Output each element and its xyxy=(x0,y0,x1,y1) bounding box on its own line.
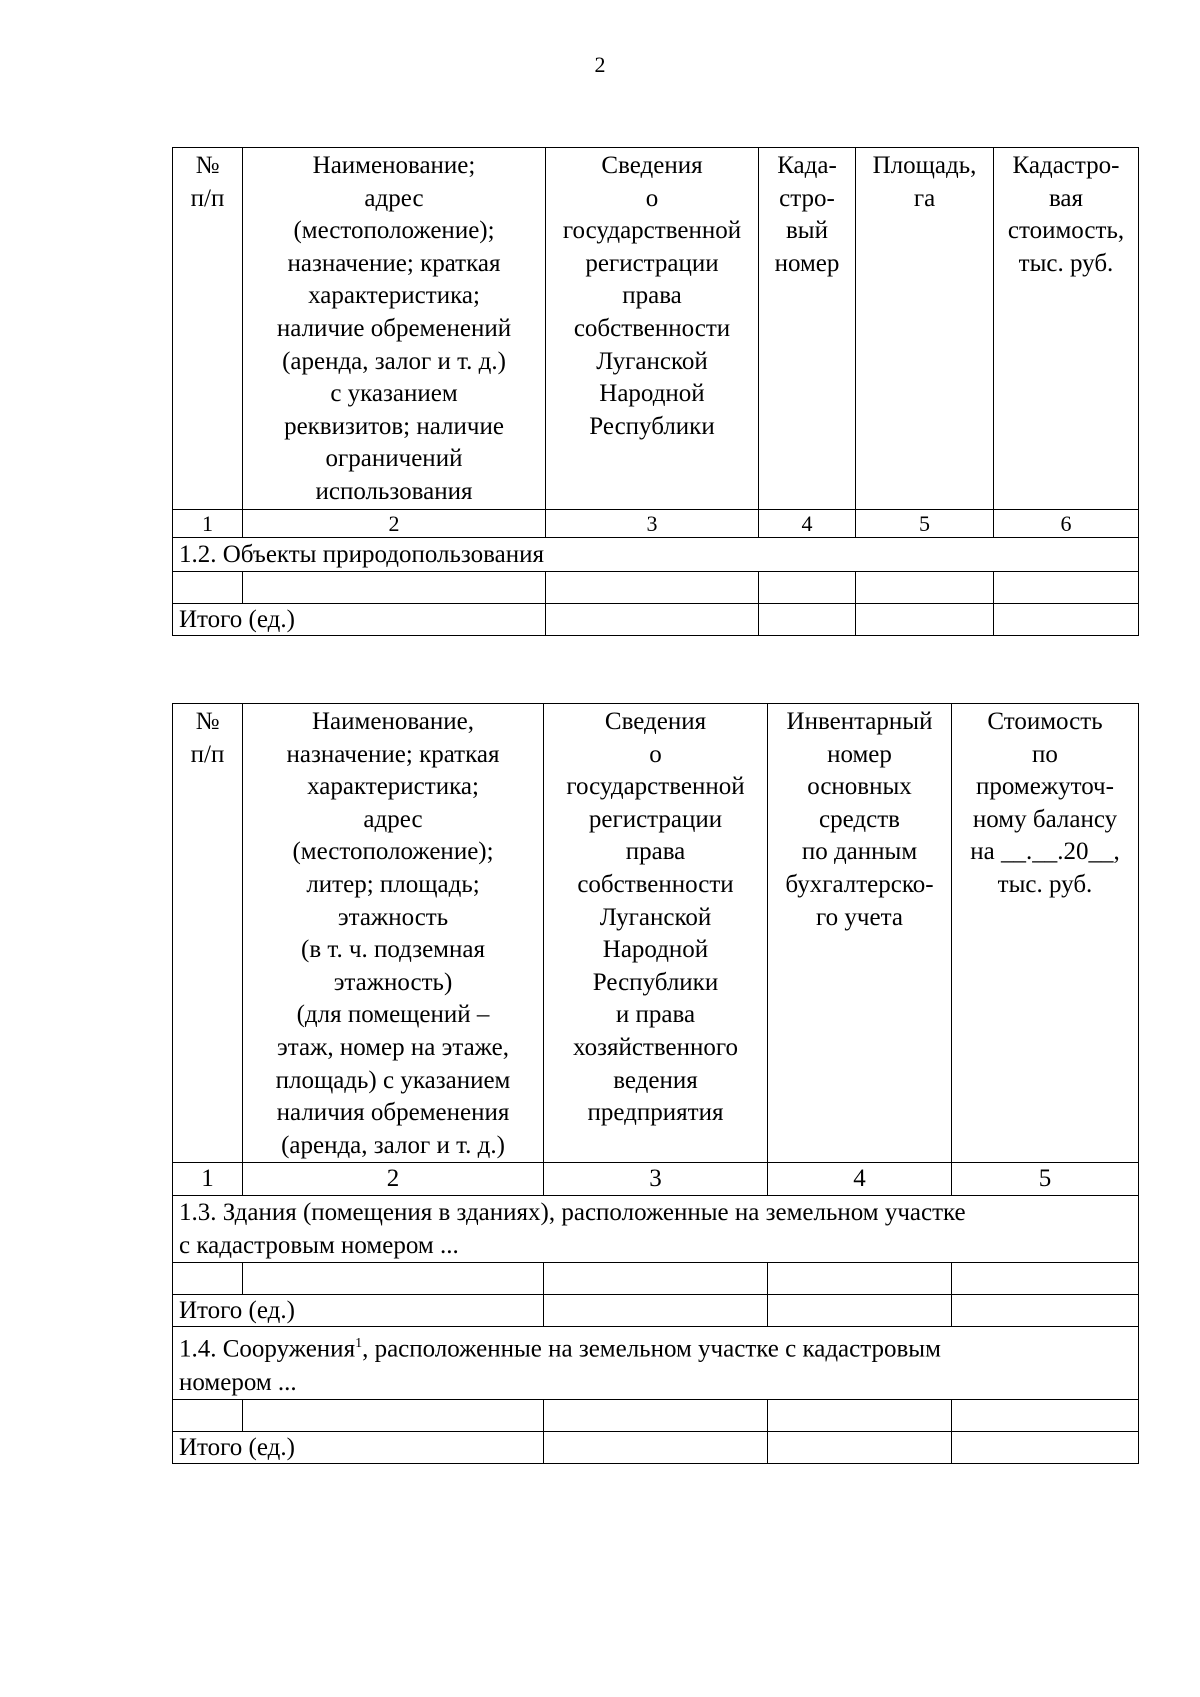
empty-cell xyxy=(544,1263,768,1295)
empty-cell xyxy=(544,1295,768,1327)
total-label: Итого (ед.) xyxy=(173,603,546,635)
empty-cell xyxy=(952,1431,1139,1463)
header-cell-cadastral-number: Када- стро- вый номер xyxy=(759,148,856,510)
empty-cell xyxy=(243,1263,544,1295)
empty-cell xyxy=(994,603,1139,635)
header-cell-balance-value: Стоимость по промежуточ- ному балансу на __.__.20__, тыс. руб. xyxy=(952,704,1139,1163)
column-number: 6 xyxy=(994,509,1139,537)
empty-cell xyxy=(768,1295,952,1327)
section-title-1-4 xyxy=(173,1327,1139,1399)
empty-cell xyxy=(173,1399,243,1431)
column-number: 2 xyxy=(243,1163,544,1196)
column-number: 1 xyxy=(173,509,243,537)
header-cell-registration: Сведения о государственной регистрации права собственности Луганской Народной Республики xyxy=(546,148,759,510)
section-row xyxy=(173,537,1139,571)
page-number: 2 xyxy=(594,52,606,77)
empty-cell xyxy=(994,571,1139,603)
total-label: Итого (ед.) xyxy=(173,1295,544,1327)
column-number: 5 xyxy=(856,509,994,537)
empty-cell xyxy=(544,1431,768,1463)
total-row xyxy=(173,1431,1139,1463)
empty-cell xyxy=(546,603,759,635)
empty-cell xyxy=(544,1399,768,1431)
empty-cell xyxy=(768,1431,952,1463)
empty-cell xyxy=(546,571,759,603)
empty-cell xyxy=(952,1399,1139,1431)
column-number-row xyxy=(173,1163,1139,1196)
empty-cell xyxy=(759,571,856,603)
section-title-1-3: 1.3. Здания (помещения в зданиях), расположенные на земельном участке с кадастровым номером ... xyxy=(173,1196,1139,1263)
empty-row xyxy=(173,1399,1139,1431)
empty-cell xyxy=(243,1399,544,1431)
empty-cell xyxy=(173,1263,243,1295)
empty-cell xyxy=(768,1263,952,1295)
header-cell-number: № п/п xyxy=(173,148,243,510)
column-number: 3 xyxy=(546,509,759,537)
header-cell-name: Наименование; адрес (местоположение); назначение; краткая характеристика; наличие обременений (аренда, залог и т. д.) с указанием реквизитов; наличие ограничений использования xyxy=(243,148,546,510)
column-number-row xyxy=(173,509,1139,537)
empty-row xyxy=(173,571,1139,603)
total-row xyxy=(173,603,1139,635)
column-number: 5 xyxy=(952,1163,1139,1196)
section-title-1-4-end: , расположенные на земельном участке с кадастровым номером ... xyxy=(179,1335,941,1396)
empty-row xyxy=(173,1263,1139,1295)
section-title-1-2: 1.2. Объекты природопользования xyxy=(173,537,1139,571)
empty-cell xyxy=(243,571,546,603)
table-header-row xyxy=(173,148,1139,510)
column-number: 3 xyxy=(544,1163,768,1196)
header-cell-registration: Сведения о государственной регистрации права собственности Луганской Народной Республики и права хозяйственного ведения предприятия xyxy=(544,704,768,1163)
table-header-row xyxy=(173,704,1139,1163)
empty-cell xyxy=(173,571,243,603)
column-number: 2 xyxy=(243,509,546,537)
column-number: 4 xyxy=(768,1163,952,1196)
column-number: 4 xyxy=(759,509,856,537)
total-label: Итого (ед.) xyxy=(173,1431,544,1463)
header-cell-inventory-number: Инвентарный номер основных средств по данным бухгалтерско- го учета xyxy=(768,704,952,1163)
empty-cell xyxy=(952,1263,1139,1295)
section-title-1-4-start: 1.4. Сооружения xyxy=(179,1335,356,1363)
total-row xyxy=(173,1295,1139,1327)
header-cell-area: Площадь, га xyxy=(856,148,994,510)
header-cell-number: № п/п xyxy=(173,704,243,1163)
header-cell-name: Наименование, назначение; краткая характеристика; адрес (местоположение); литер; площадь; этажность (в т. ч. подземная этажность) (для помещений – этаж, номер на этаже, площадь) с указанием наличия обременения (аренда, залог и т. д.) xyxy=(243,704,544,1163)
empty-cell xyxy=(856,603,994,635)
section-row xyxy=(173,1327,1139,1399)
empty-cell xyxy=(768,1399,952,1431)
section-row xyxy=(173,1196,1139,1263)
empty-cell xyxy=(952,1295,1139,1327)
footnote-marker: 1 xyxy=(355,1336,363,1352)
header-cell-cadastral-value: Кадастро- вая стоимость, тыс. руб. xyxy=(994,148,1139,510)
column-number: 1 xyxy=(173,1163,243,1196)
buildings-structures-table xyxy=(172,703,1139,1464)
empty-cell xyxy=(856,571,994,603)
empty-cell xyxy=(759,603,856,635)
natural-resources-table xyxy=(172,147,1139,636)
